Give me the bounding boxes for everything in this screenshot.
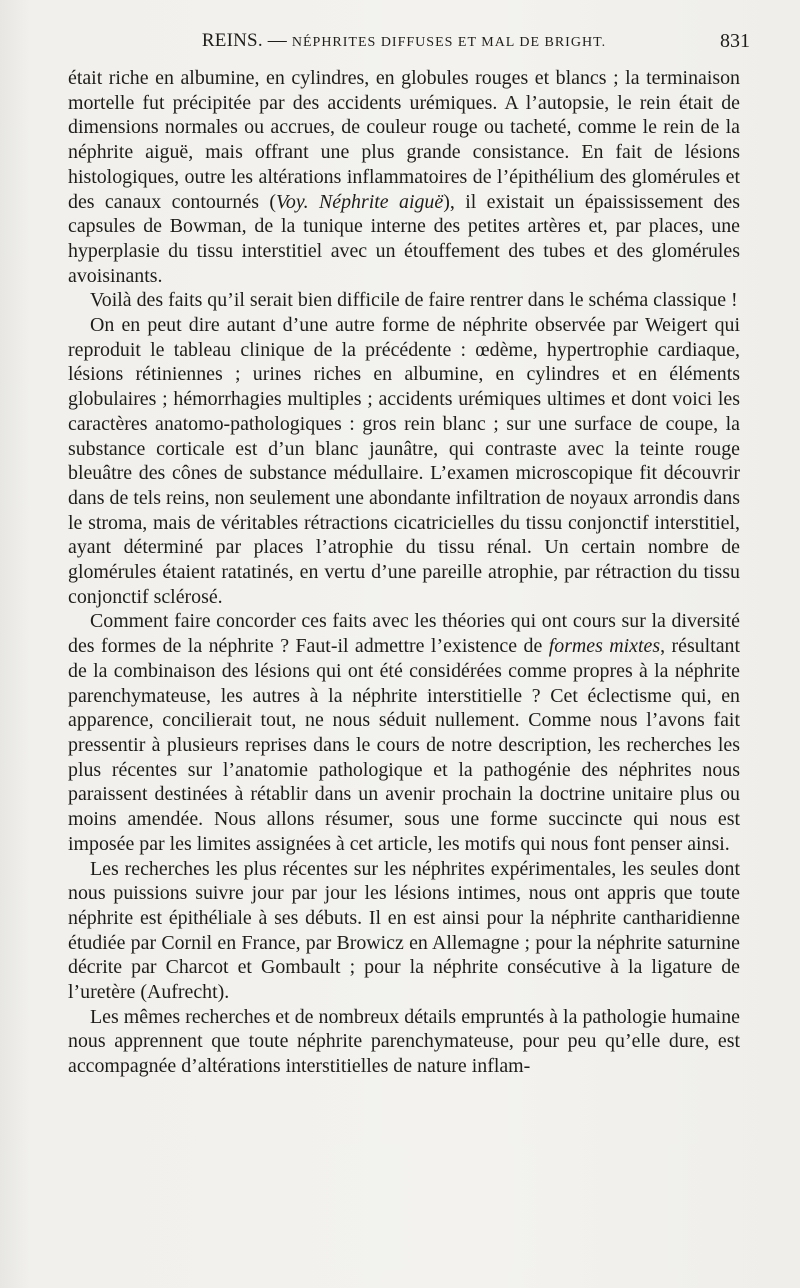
paragraph	[68, 288, 740, 313]
header-section-title: REINS. —	[201, 30, 292, 51]
text-run: Comment faire concorder ces faits avec les théories qui ont cours sur la diversité des formes de la néphrite ? Faut-il admettre l’existence de	[68, 610, 740, 658]
italic-text: Voy. Néphrite aiguë	[275, 190, 444, 213]
text-run: ), il existait un épaississement des capsules de Bowman, de la tunique interne des petites artères et, par places, une hyperplasie du tissu interstitiel avec un étouffement des tubes et des glomérules avoisinants.	[68, 190, 740, 287]
italic-text: formes mixtes	[548, 635, 661, 658]
text-run: On en peut dire autant d’une autre forme de néphrite observée par Weigert qui reproduit le tableau clinique de la précédente : œdème, hypertrophie cardiaque, lésions rétiniennes ; urines riches en albumine, en cylindres et en éléments globulaires ; hémorrhagies multiples ; accidents urémiques ultimes et dont voici les caractères anatomo-pathologiques : gros rein blanc ; sur une surface de coupe, la substance corticale est d’un blanc jaunâtre, qui contraste avec la teinte rouge bleuâtre des cônes de substance médullaire. L’examen microscopique fit découvrir dans de tels reins, non seulement une abondante infiltration de noyaux arrondis dans le stroma, mais de véritables rétractions cicatricielles du tissu conjonctif interstitiel, ayant déterminé par places l’atrophie du tissu rénal. Un certain nombre de glomérules étaient ratatinés, en vertu d’une pareille atrophie, par rétraction du tissu conjonctif sclérosé.	[68, 314, 740, 608]
text-run: Les mêmes recherches et de nombreux détails empruntés à la pathologie humaine nous apprennent que toute néphrite parenchymateuse, pour peu qu’elle dure, est accompagnée d’altérations interstitielles de nature inflam-	[68, 1005, 740, 1078]
running-title	[68, 30, 740, 52]
text-run: Les recherches les plus récentes sur les néphrites expérimentales, les seules dont nous puissions suivre jour par jour les lésions intimes, nous ont appris que toute néphrite est épithéliale à ses débuts. Il en est ainsi pour la néphrite cantharidienne étudiée par Cornil en France, par Browicz en Allemagne ; pour la néphrite saturnine décrite par Charcot et Gombault ; pour la néphrite consécutive à la ligature de l’uretère (Aufrecht).	[68, 857, 740, 1004]
text-run: , résultant de la combinaison des lésions qui ont été considérées comme propres à la néphrite parenchymateuse, les autres à la néphrite interstitielle ? Cet éclectisme qui, en apparence, concilierait tout, ne nous séduit nullement. Comme nous l’avons fait pressentir à plusieurs reprises dans le cours de notre description, les recherches les plus récentes sur l’anatomie pathologique et la pathogénie des néphrites nous paraissent destinées à rétablir dans un avenir prochain la doctrine unitaire plus ou moins amendée. Nous allons résumer, sous une forme succincte qui nous est imposée par les limites assignées à cet article, les motifs qui nous font penser ainsi.	[68, 635, 741, 855]
paragraph	[68, 609, 740, 856]
paragraph	[68, 66, 740, 288]
text-run: Voilà des faits qu’il serait bien difficile de faire rentrer dans le schéma classique !	[90, 289, 738, 312]
paragraph	[68, 857, 740, 1005]
body-text	[68, 66, 740, 1079]
paragraph	[68, 1005, 740, 1079]
text-run: était riche en albumine, en cylindres, en globules rouges et blancs ; la terminaison mortelle fut précipitée par des accidents urémiques. A l’autopsie, le rein était de dimensions normales ou accrues, de couleur rouge ou tacheté, comme le rein de la néphrite aiguë, mais offrant une plus grande consistance. En fait de lésions histologiques, outre les altérations inflammatoires de l’épithélium des glomérules et des canaux contournés (	[68, 67, 740, 213]
paragraph	[68, 313, 740, 609]
header-running-caps: NÉPHRITES DIFFUSES ET MAL DE BRIGHT.	[291, 35, 607, 50]
page-number: 831	[720, 30, 750, 52]
running-header	[68, 30, 750, 58]
